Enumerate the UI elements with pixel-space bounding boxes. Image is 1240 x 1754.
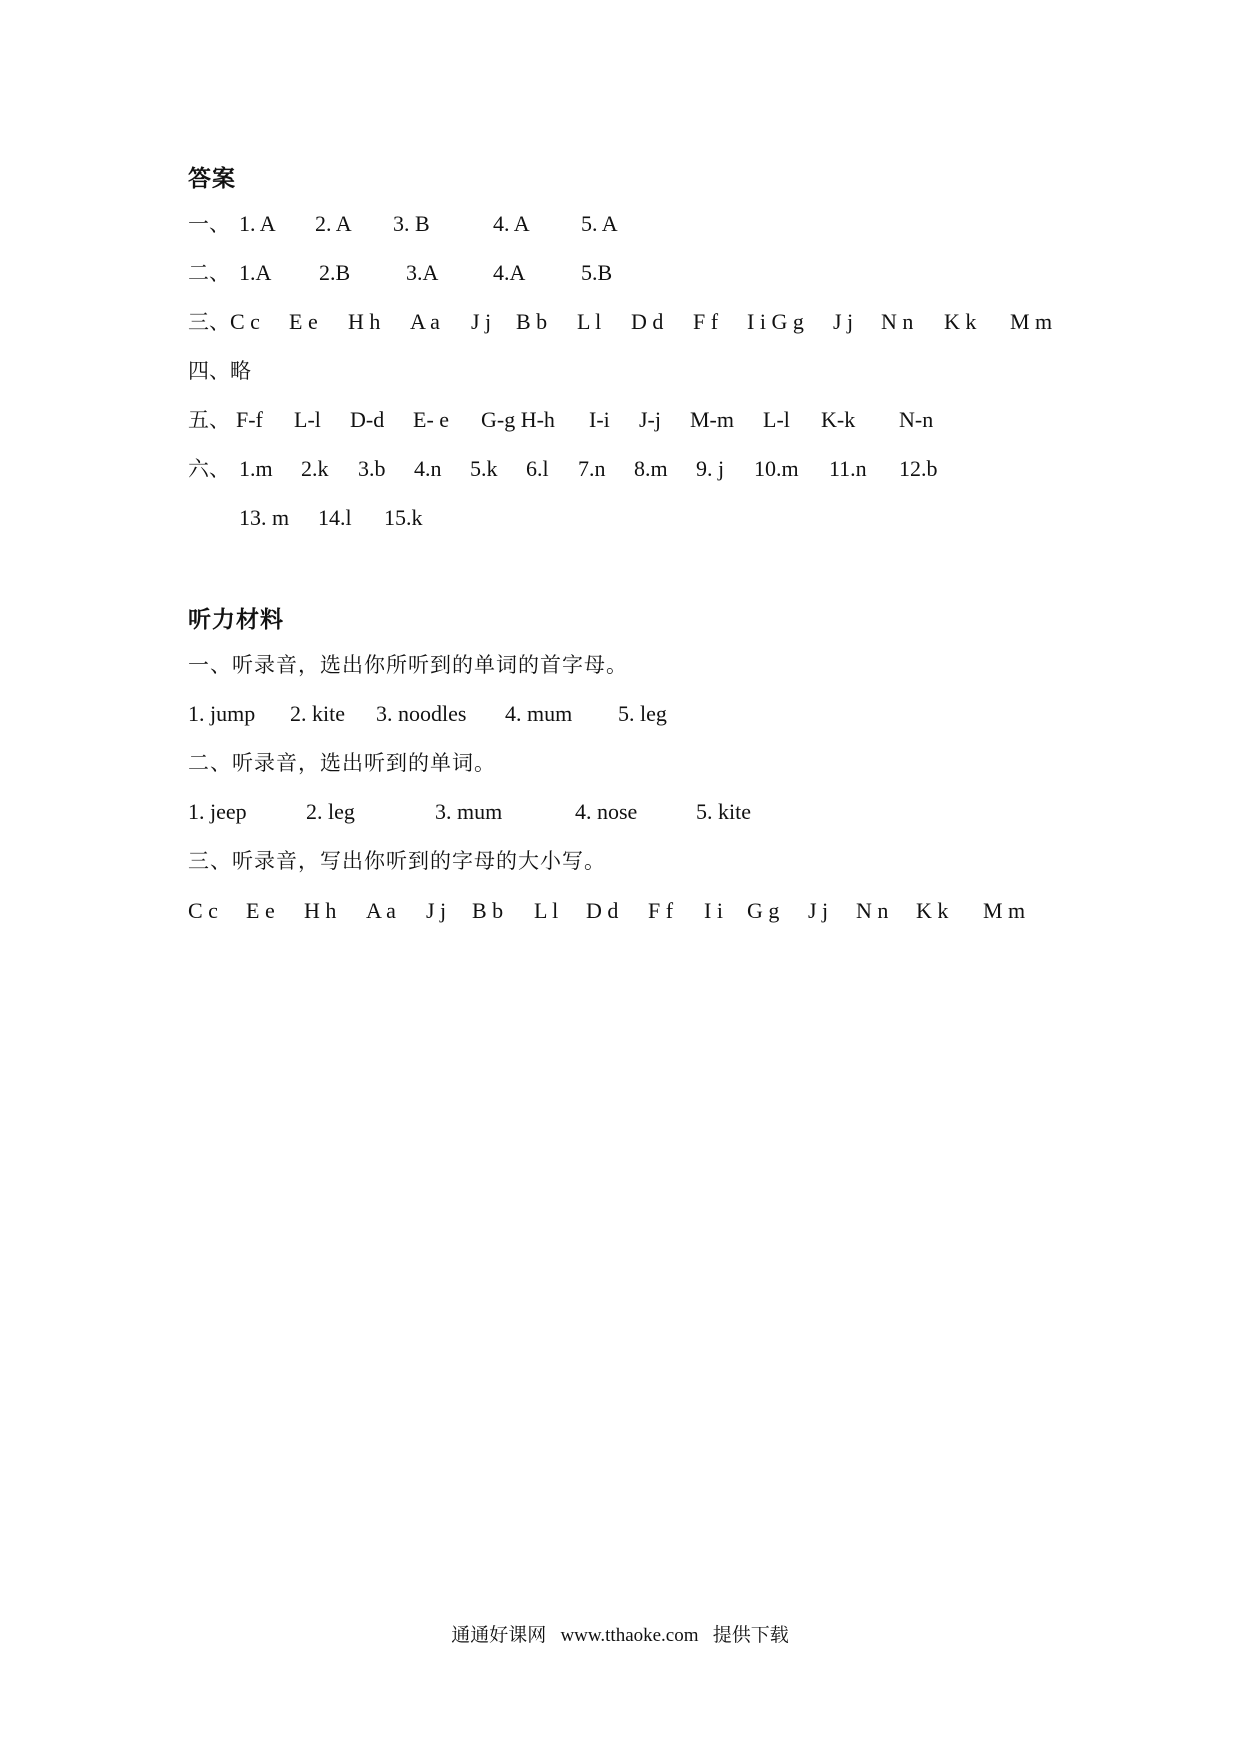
answer-row-4-text: 略 [230, 359, 252, 383]
answer-item: H h [348, 309, 381, 334]
answer-item: 5.B [581, 260, 613, 285]
answer-row-3 [188, 307, 1053, 337]
listening-item: 4. nose [575, 799, 638, 824]
answer-row-4-prefix: 四、 [188, 359, 230, 383]
answer-row-2 [188, 258, 613, 288]
listening-item: 3. mum [435, 799, 503, 824]
answer-item: K k [944, 309, 977, 334]
answer-item: I-i [589, 407, 610, 432]
answer-item: L-l [763, 407, 790, 432]
answer-item: 5.k [470, 456, 498, 481]
answer-item: M-m [690, 407, 734, 432]
listening-item: D d [586, 898, 619, 923]
listening-item: A a [366, 898, 396, 923]
answer-item: 12.b [899, 456, 938, 481]
answer-item: 1.m [239, 456, 273, 481]
footer-url[interactable]: www.tthaoke.com [560, 1625, 699, 1646]
answers-title: 答案 [188, 166, 236, 192]
answer-row-6 [188, 454, 938, 484]
listening-instruction-3: 三、听录音，写出你听到的字母的大小写。 [188, 849, 606, 873]
answer-row-6-prefix: 六、 [188, 457, 230, 481]
listening-item: 3. noodles [376, 701, 467, 726]
listening-item: 5. kite [696, 799, 751, 824]
listening-item: G g [747, 898, 780, 923]
answer-item: 10.m [754, 456, 799, 481]
answer-item: N-n [899, 407, 934, 432]
answer-item: 1.A [239, 260, 272, 285]
listening-item: B b [472, 898, 504, 923]
listening-item: 2. leg [306, 799, 355, 824]
answer-item: K-k [821, 407, 856, 432]
answer-item: 3. B [393, 211, 430, 236]
answer-row-3-prefix: 三、 [188, 310, 230, 334]
answer-item: 5. A [581, 211, 618, 236]
listening-item: J j [808, 898, 829, 923]
answer-item: E- e [413, 407, 450, 432]
answer-item: L l [577, 309, 602, 334]
answer-item: G-g H-h [481, 407, 555, 432]
listening-item: L l [534, 898, 559, 923]
answer-item: 4.A [493, 260, 526, 285]
listening-item: E e [246, 898, 275, 923]
answer-item: F f [693, 309, 719, 334]
answer-item: 15.k [384, 505, 423, 530]
answer-row-5-prefix: 五、 [188, 408, 230, 432]
footer-site-name: 通通好课网 [451, 1624, 547, 1646]
listening-item: H h [304, 898, 337, 923]
answer-item: 1. A [239, 211, 276, 236]
listening-item: I i [704, 898, 723, 923]
answer-item: D d [631, 309, 664, 334]
answer-item: 13. m [239, 505, 290, 530]
listening-instruction-2: 二、听录音，选出听到的单词。 [188, 751, 496, 775]
listening-item: 2. kite [290, 701, 345, 726]
footer-suffix: 提供下载 [712, 1624, 789, 1646]
answer-item: 4.n [414, 456, 442, 481]
listening-title: 听力材料 [188, 607, 284, 633]
answer-row-2-prefix: 二、 [188, 261, 230, 285]
answer-item: I i G g [747, 309, 804, 334]
listening-item: K k [916, 898, 949, 923]
listening-item: 5. leg [618, 701, 667, 726]
answer-item: 2. A [315, 211, 352, 236]
listening-item: 1. jeep [188, 799, 247, 824]
answer-item: B b [516, 309, 548, 334]
listening-item: F f [648, 898, 674, 923]
answer-item: 7.n [578, 456, 606, 481]
listening-item: C c [188, 898, 218, 923]
answer-item: 3.b [358, 456, 386, 481]
answer-item: A a [410, 309, 440, 334]
answer-row-5 [188, 405, 934, 435]
answer-item: 14.l [318, 505, 352, 530]
answer-item: C c [230, 309, 260, 334]
answer-item: L-l [294, 407, 321, 432]
answer-item: J j [833, 309, 854, 334]
answer-item: J-j [639, 407, 661, 432]
answer-item: 2.k [301, 456, 329, 481]
answer-item: 8.m [634, 456, 668, 481]
answer-item: 6.l [526, 456, 549, 481]
answer-item: N n [881, 309, 914, 334]
answer-item: 9. j [696, 456, 725, 481]
page-footer [0, 1620, 1240, 1647]
listening-item: M m [983, 898, 1026, 923]
listening-item: N n [856, 898, 889, 923]
answer-item: M m [1010, 309, 1053, 334]
listening-instruction-1: 一、听录音，选出你所听到的单词的首字母。 [188, 653, 628, 677]
listening-item: J j [426, 898, 447, 923]
answer-row-4 [188, 356, 252, 386]
answer-item: 11.n [829, 456, 867, 481]
answer-row-1-prefix: 一、 [188, 212, 230, 236]
answer-item: J j [471, 309, 492, 334]
answer-row-1 [188, 209, 618, 239]
listening-item: 1. jump [188, 701, 256, 726]
answer-item: 4. A [493, 211, 530, 236]
answer-item: 2.B [319, 260, 351, 285]
answer-item: D-d [350, 407, 385, 432]
answer-item: 3.A [406, 260, 439, 285]
listening-item: 4. mum [505, 701, 573, 726]
answer-item: E e [289, 309, 318, 334]
answer-item: F-f [236, 407, 263, 432]
